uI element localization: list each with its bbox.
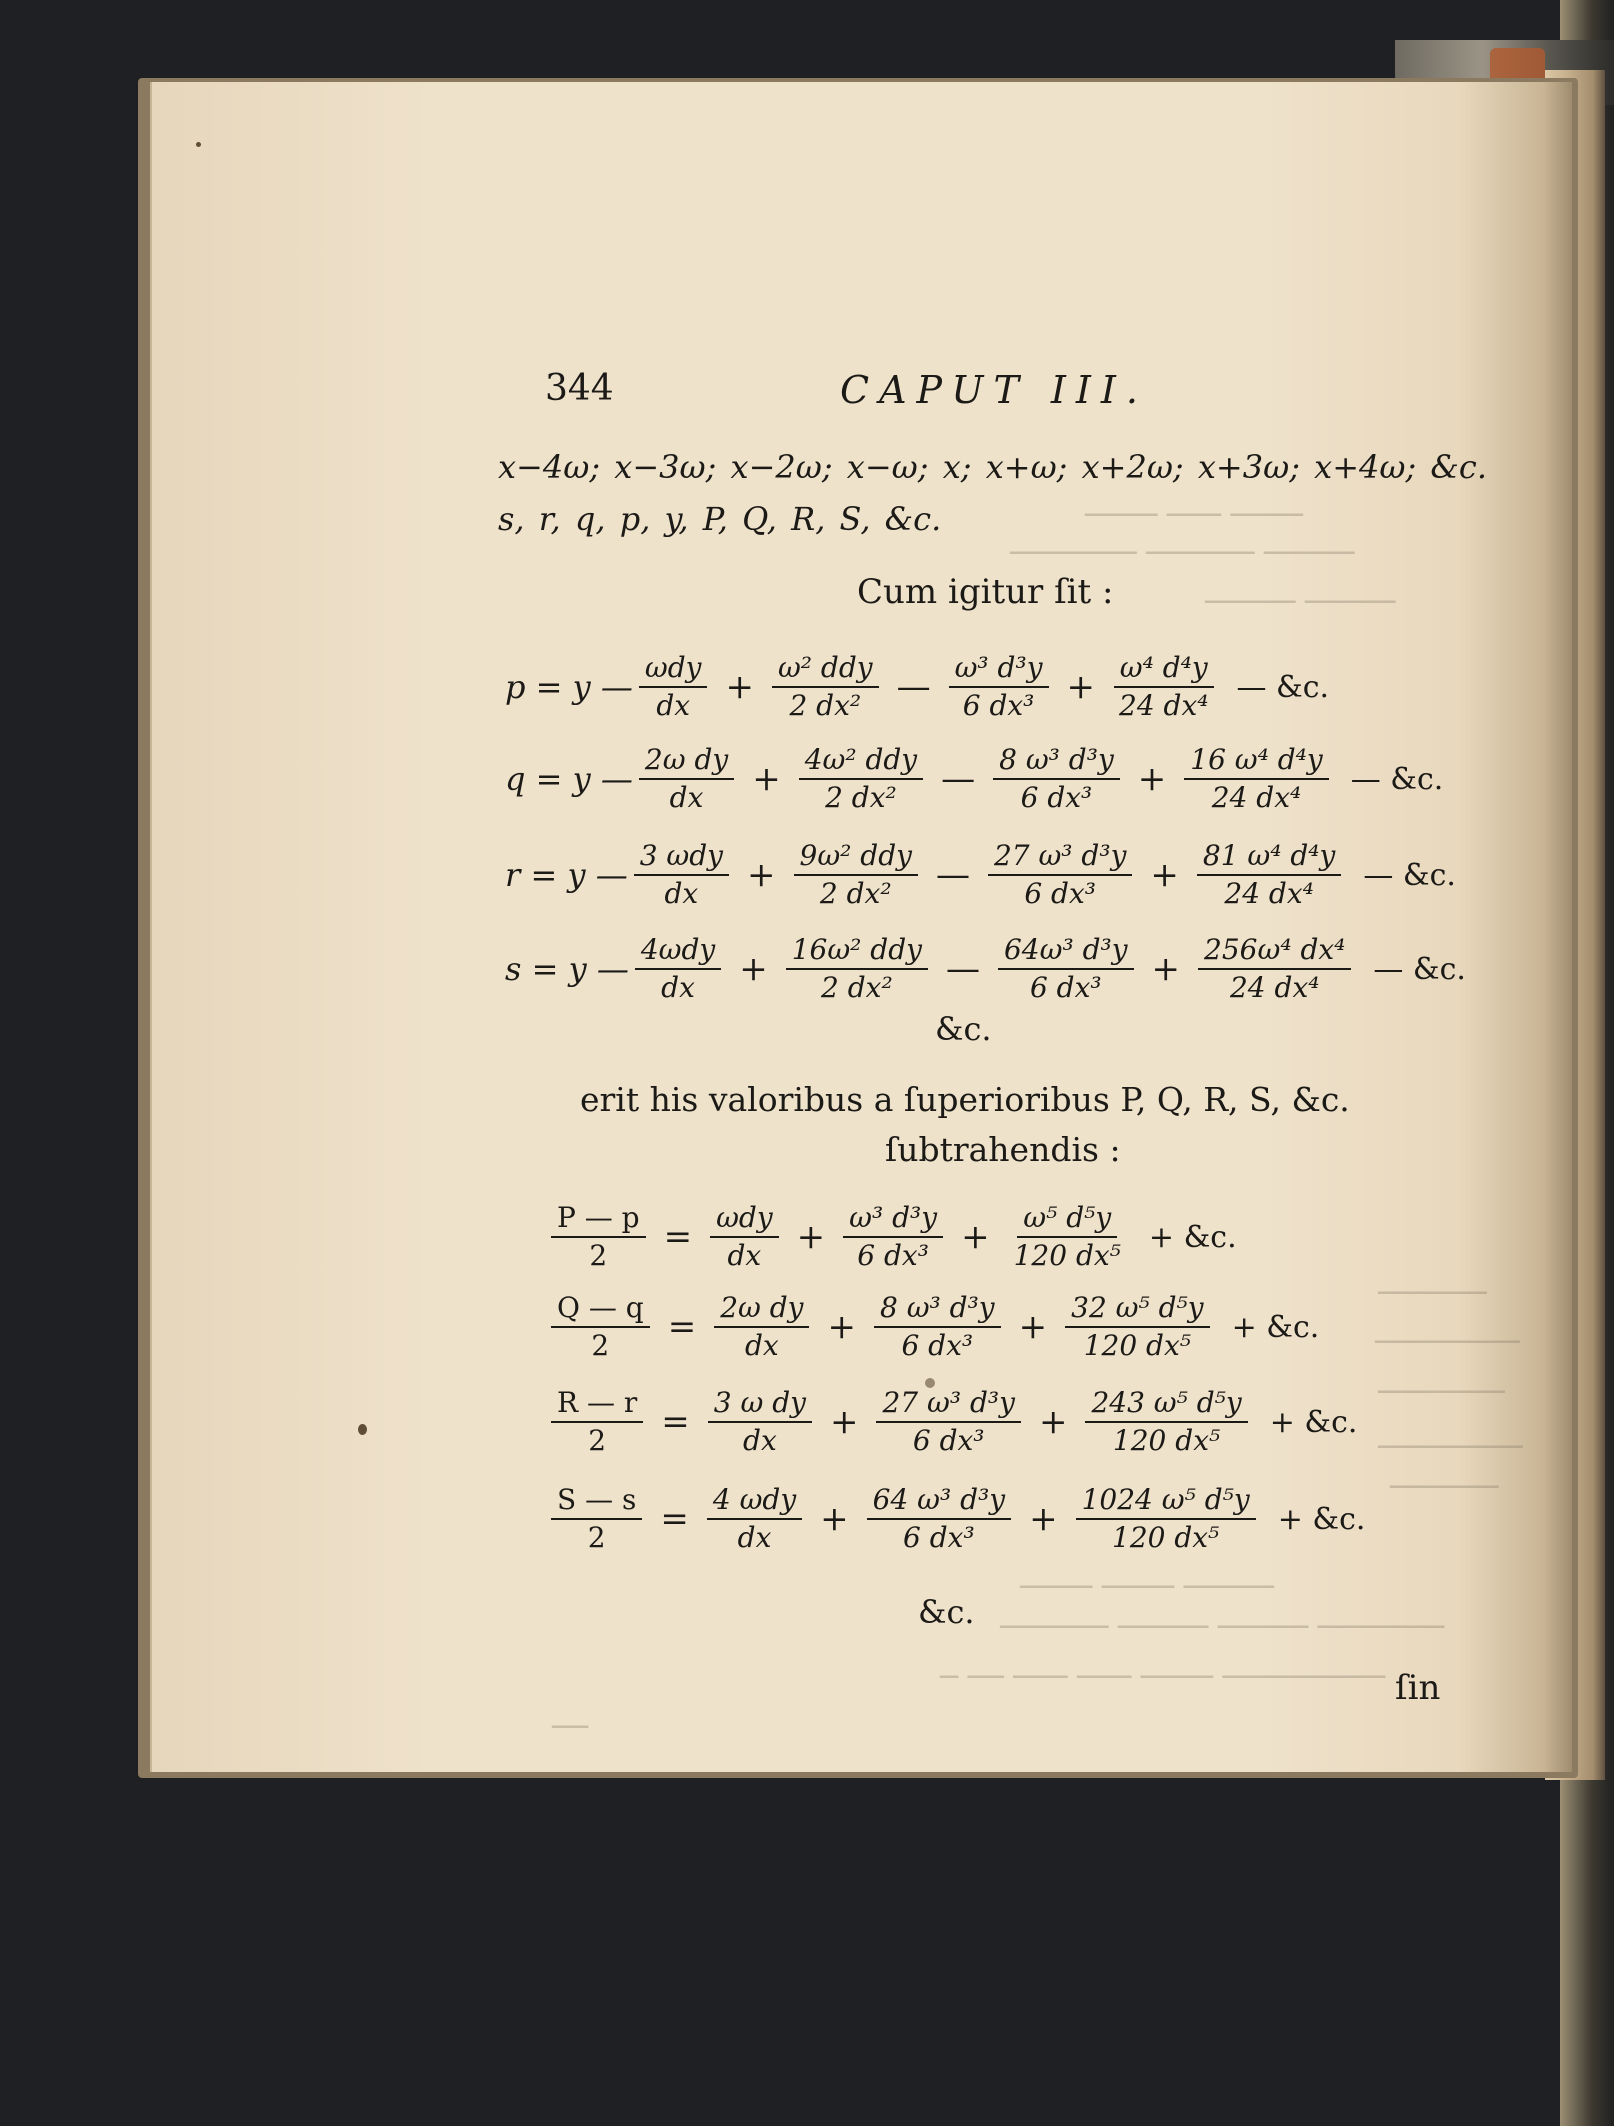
- equals-sign: =: [661, 1402, 690, 1442]
- fraction: [772, 650, 879, 724]
- numerator: 64ω³ d³y: [998, 932, 1134, 970]
- fraction: [988, 838, 1132, 912]
- numerator: 64 ω³ d³y: [867, 1482, 1011, 1520]
- numerator: 243 ω⁵ d⁵y: [1085, 1385, 1247, 1423]
- difference-equation-P: [545, 1200, 1237, 1274]
- numerator: 4ω² ddy: [799, 742, 923, 780]
- numerator: 32 ω⁵ d⁵y: [1065, 1290, 1209, 1328]
- operator: +: [829, 1402, 859, 1442]
- paper-spot: [358, 1424, 367, 1435]
- operator: —: [896, 667, 931, 707]
- denominator: dx: [727, 1239, 762, 1272]
- paper-spot: [196, 142, 201, 147]
- fraction: [1197, 838, 1341, 912]
- body-text-line: erit his valoribus a ſuperioribus P, Q, R, S, &c.: [580, 1080, 1350, 1119]
- numerator: 1024 ω⁵ d⁵y: [1076, 1482, 1256, 1520]
- numerator: 16 ω⁴ d⁴y: [1184, 742, 1328, 780]
- difference-equation-S: [545, 1482, 1365, 1556]
- fraction: [998, 932, 1134, 1006]
- equation-lhs: p = y —: [505, 668, 633, 706]
- fraction: [876, 1385, 1020, 1459]
- operator: +: [739, 949, 768, 989]
- denominator: 2: [589, 1239, 608, 1272]
- fraction: [867, 1482, 1011, 1556]
- numerator: ω³ d³y: [949, 650, 1049, 688]
- equation-lhs: q = y —: [505, 760, 633, 798]
- denominator: 120 dx⁵: [1112, 1521, 1220, 1554]
- equation-tail: + &c.: [1148, 1219, 1237, 1255]
- denominator: 2 dx²: [789, 689, 862, 722]
- numerator: ω³ d³y: [843, 1200, 943, 1238]
- operator: +: [820, 1499, 849, 1539]
- bleed-through-mark: ───── ─────: [1205, 585, 1396, 620]
- fraction: [1065, 1290, 1209, 1364]
- denominator: 6 dx³: [901, 1329, 974, 1362]
- numerator: 8 ω³ d³y: [874, 1290, 1001, 1328]
- difference-fraction: [551, 1385, 643, 1459]
- operator: +: [752, 759, 781, 799]
- denominator: 24 dx⁴: [1224, 877, 1314, 910]
- denominator: dx: [664, 877, 699, 910]
- equals-sign: =: [660, 1499, 689, 1539]
- operator: —: [945, 949, 980, 989]
- bleed-through-mark: ──────: [1378, 1276, 1487, 1311]
- fraction: [949, 650, 1049, 724]
- denominator: 24 dx⁴: [1229, 971, 1320, 1004]
- fraction: [1184, 742, 1328, 816]
- denominator: 24 dx⁴: [1211, 781, 1302, 814]
- numerator: Q — q: [551, 1290, 650, 1328]
- equation-tail: — &c.: [1236, 669, 1330, 705]
- equation-lhs: r = y —: [505, 856, 628, 894]
- denominator: 2 dx²: [819, 877, 892, 910]
- denominator: 2 dx²: [825, 781, 897, 814]
- operator: +: [1066, 667, 1096, 707]
- denominator: 2: [587, 1521, 606, 1554]
- operator: —: [935, 855, 970, 895]
- denominator: 6 dx³: [912, 1424, 985, 1457]
- value-sequence: s, r, q, p, y, P, Q, R, S, &c.: [498, 500, 942, 538]
- denominator: dx: [743, 1424, 777, 1457]
- operator: +: [1018, 1307, 1048, 1347]
- numerator: 3 ω dy: [708, 1385, 812, 1423]
- bleed-through-mark: ─────── ────── ─────: [1010, 536, 1355, 571]
- fraction: [707, 1482, 802, 1556]
- bleed-through-mark: ──── ─── ────: [1085, 498, 1303, 533]
- denominator: 6 dx³: [1029, 971, 1102, 1004]
- denominator: 2: [591, 1329, 610, 1362]
- equation-tail: — &c.: [1350, 761, 1444, 797]
- equation-lhs: s = y —: [505, 950, 629, 988]
- numerator: P — p: [551, 1200, 646, 1238]
- difference-fraction: [551, 1290, 650, 1364]
- denominator: dx: [669, 781, 704, 814]
- page-number: 344: [545, 368, 614, 409]
- fraction: [635, 932, 721, 1006]
- fraction: [1085, 1385, 1247, 1459]
- denominator: dx: [744, 1329, 779, 1362]
- numerator: S — s: [551, 1482, 642, 1520]
- chapter-heading: CAPUT III.: [840, 368, 1148, 412]
- numerator: 27 ω³ d³y: [876, 1385, 1020, 1423]
- operator: +: [1137, 759, 1167, 799]
- denominator: 120 dx⁵: [1013, 1239, 1121, 1272]
- numerator: 9ω² ddy: [794, 838, 918, 876]
- fraction: [1198, 932, 1351, 1006]
- difference-equation-R: [545, 1385, 1357, 1459]
- equals-sign: =: [663, 1217, 693, 1257]
- body-text-line: ſubtrahendis :: [885, 1130, 1121, 1169]
- numerator: 16ω² ddy: [786, 932, 928, 970]
- denominator: 6 dx³: [903, 1521, 975, 1554]
- numerator: ωdy: [639, 650, 708, 688]
- bleed-through-mark: ──: [552, 1710, 589, 1745]
- bleed-through-mark: ────────: [1375, 1325, 1520, 1360]
- equation-tail: + &c.: [1231, 1309, 1320, 1345]
- fraction: [708, 1385, 812, 1459]
- numerator: ω⁴ d⁴y: [1114, 650, 1214, 688]
- operator: +: [961, 1217, 990, 1257]
- numerator: 8 ω³ d³y: [993, 742, 1120, 780]
- denominator: 2 dx²: [821, 971, 893, 1004]
- denominator: dx: [737, 1521, 772, 1554]
- numerator: 4 ωdy: [707, 1482, 802, 1520]
- fraction: [993, 742, 1120, 816]
- equation-tail: — &c.: [1363, 857, 1456, 893]
- fraction: [639, 650, 708, 724]
- bleed-through-mark: ──────: [1390, 1470, 1499, 1505]
- bleed-through-mark: ──── ──── ─────: [1020, 1570, 1274, 1605]
- numerator: 81 ω⁴ d⁴y: [1197, 838, 1341, 876]
- operator: +: [796, 1217, 826, 1257]
- denominator: 6 dx³: [1024, 877, 1096, 910]
- numerator: 256ω⁴ dx⁴: [1198, 932, 1351, 970]
- denominator: dx: [656, 689, 691, 722]
- numerator: 2ω dy: [714, 1290, 809, 1328]
- equals-sign: =: [667, 1307, 697, 1347]
- etc-line: &c.: [935, 1010, 992, 1048]
- numerator: 2ω dy: [639, 742, 734, 780]
- argument-sequence: x−4ω; x−3ω; x−2ω; x−ω; x; x+ω; x+2ω; x+3ω; x+4ω; &c.: [498, 448, 1487, 486]
- denominator: 120 dx⁵: [1083, 1329, 1191, 1362]
- fraction: [799, 742, 923, 816]
- expansion-equation-q: [505, 742, 1443, 816]
- fraction: [843, 1200, 943, 1274]
- fraction: [786, 932, 928, 1006]
- denominator: 6 dx³: [857, 1239, 929, 1272]
- difference-fraction: [551, 1482, 642, 1556]
- fraction: [714, 1290, 809, 1364]
- denominator: 24 dx⁴: [1119, 689, 1209, 722]
- equation-tail: + &c.: [1277, 1501, 1366, 1537]
- numerator: ωdy: [710, 1200, 779, 1238]
- difference-fraction: [551, 1200, 646, 1274]
- fraction: [794, 838, 918, 912]
- numerator: 4ωdy: [635, 932, 721, 970]
- equation-tail: — &c.: [1373, 951, 1466, 987]
- denominator: 2: [588, 1424, 607, 1457]
- fraction: [634, 838, 729, 912]
- numerator: ω⁵ d⁵y: [1017, 1200, 1117, 1238]
- operator: +: [827, 1307, 856, 1347]
- operator: +: [1038, 1402, 1068, 1442]
- fraction: [1076, 1482, 1256, 1556]
- operator: +: [1029, 1499, 1058, 1539]
- operator: +: [747, 855, 776, 895]
- bleed-through-mark: ───────: [1378, 1375, 1505, 1410]
- denominator: dx: [661, 971, 695, 1004]
- catchword: ſin: [1395, 1668, 1441, 1708]
- expansion-equation-p: [505, 650, 1329, 724]
- fraction: [710, 1200, 779, 1274]
- denominator: 6 dx³: [1020, 781, 1093, 814]
- operator: —: [941, 759, 976, 799]
- operator: +: [1150, 855, 1179, 895]
- fraction: [639, 742, 734, 816]
- denominator: 120 dx⁵: [1112, 1424, 1221, 1457]
- fraction: [874, 1290, 1001, 1364]
- etc-line: &c.: [918, 1593, 975, 1631]
- difference-equation-Q: [545, 1290, 1319, 1364]
- numerator: R — r: [551, 1385, 643, 1423]
- operator: +: [1151, 949, 1181, 989]
- denominator: 6 dx³: [962, 689, 1035, 722]
- numerator: 3 ωdy: [634, 838, 729, 876]
- numerator: 27 ω³ d³y: [988, 838, 1132, 876]
- fraction: [1008, 1200, 1127, 1274]
- operator: +: [725, 667, 754, 707]
- expansion-equation-r: [505, 838, 1456, 912]
- expansion-equation-s: [505, 932, 1466, 1006]
- numerator: ω² ddy: [772, 650, 879, 688]
- fraction: [1113, 650, 1214, 724]
- equation-tail: + &c.: [1269, 1404, 1358, 1440]
- bleed-through-mark: ────── ───── ───── ───────: [1000, 1610, 1445, 1645]
- bleed-through-mark: ────────: [1378, 1430, 1523, 1465]
- bleed-through-mark: ─ ── ─── ─── ──── ─────────: [940, 1660, 1386, 1695]
- intro-line: Cum igitur ſit :: [857, 572, 1114, 612]
